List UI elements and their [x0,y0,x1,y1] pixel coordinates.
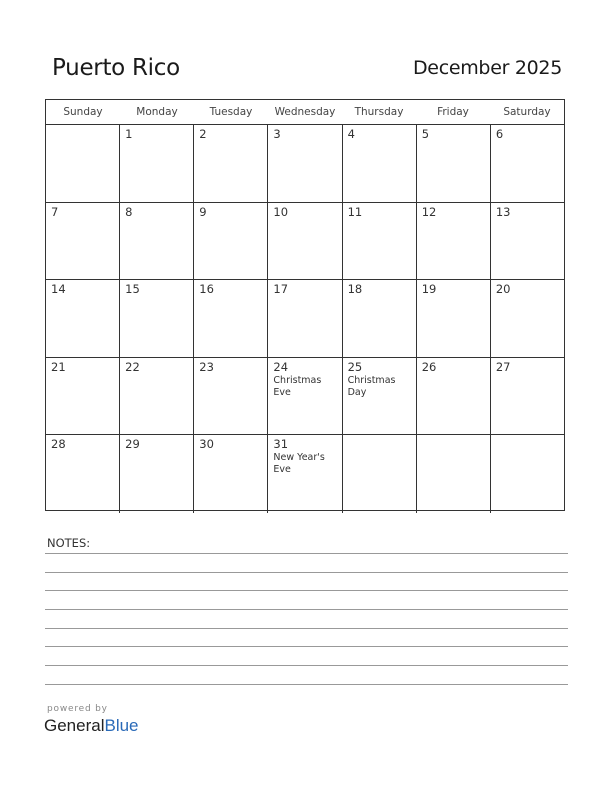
day-number: 13 [495,204,511,219]
day-number: 1 [125,127,133,141]
day-cell [194,203,268,280]
day-cell [120,435,194,513]
weekday-header [46,100,564,125]
day-number: 19 [421,282,437,296]
day-cell [491,125,564,202]
notes-line [45,553,568,554]
day-number: 12 [421,204,437,219]
day-cell [46,435,120,513]
day-cell [46,280,120,357]
day-number: 11 [347,204,363,219]
notes-line [45,684,568,685]
day-cell [120,358,194,435]
day-cell [417,203,491,280]
logo-text-blue: Blue [104,716,139,735]
day-number: 17 [273,282,289,296]
month-year-title: December 2025 [412,57,562,79]
day-number: 10 [273,204,289,219]
day-cell [343,203,417,280]
day-number: 24 [273,359,289,374]
day-cell [491,435,564,513]
holiday-label: New Year's Eve [273,452,325,475]
weekday-friday: Friday [437,106,469,118]
week-row [46,358,564,436]
day-cell [120,203,194,280]
day-number: 4 [347,127,355,141]
week-row [46,435,564,513]
day-number: 31 [273,437,289,451]
day-cell [120,280,194,357]
day-cell [268,358,342,435]
day-number: 7 [51,204,59,219]
weekday-tuesday: Tuesday [209,106,253,118]
day-number: 25 [347,359,363,374]
day-cell [194,125,268,202]
notes-label: NOTES: [47,536,91,550]
day-number: 26 [421,359,437,374]
calendar-grid [45,99,565,511]
notes-line [45,572,568,573]
weekday-thursday: Thursday [354,106,404,118]
notes-line [45,628,568,629]
weekday-saturday: Saturday [503,106,551,118]
day-cell [268,280,342,357]
day-cell [120,125,194,202]
day-cell [268,435,342,513]
day-number: 5 [421,127,430,141]
day-cell [46,203,120,280]
notes-line [45,609,568,610]
week-row [46,203,564,281]
day-number: 15 [125,282,140,296]
notes-line [45,665,568,666]
holiday-label: Christmas Day [347,374,396,398]
day-number: 21 [51,359,66,374]
country-title: Puerto Rico [52,55,180,81]
day-number: 28 [51,437,66,451]
week-row [46,125,564,203]
weekday-sunday: Sunday [63,106,103,118]
day-cell [46,125,120,202]
day-number: 23 [199,359,214,374]
day-number: 30 [199,437,214,451]
day-number: 16 [199,282,214,296]
day-cell [194,280,268,357]
day-number: 8 [125,204,133,219]
weekday-wednesday: Wednesday [274,106,336,118]
day-number: 9 [199,204,207,219]
logo-text-general: General [44,716,105,735]
day-number: 2 [199,127,207,141]
day-cell [417,280,491,357]
day-cell [194,435,268,513]
day-cell [343,280,417,357]
day-cell [491,203,564,280]
day-number: 20 [495,282,511,296]
day-number: 6 [495,127,504,141]
notes-line [45,646,568,647]
day-cell [46,358,120,435]
day-cell [417,435,491,513]
day-cell [417,358,491,435]
day-cell [194,358,268,435]
day-cell [343,435,417,513]
weekday-monday: Monday [136,106,178,118]
powered-by-text: powered by [47,704,108,714]
day-number: 22 [125,359,140,374]
generalblue-logo [44,716,139,736]
day-number: 18 [347,282,363,296]
notes-line [45,590,568,591]
day-cell [343,125,417,202]
day-number: 3 [273,127,281,141]
day-cell [268,125,342,202]
holiday-label: Christmas Eve [273,374,322,398]
day-number: 27 [495,359,511,374]
day-number: 14 [51,282,66,296]
day-cell [417,125,491,202]
day-cell [491,280,564,357]
day-cell [491,358,564,435]
day-cell [343,358,417,435]
day-number: 29 [125,437,140,451]
day-cell [268,203,342,280]
week-row [46,280,564,358]
